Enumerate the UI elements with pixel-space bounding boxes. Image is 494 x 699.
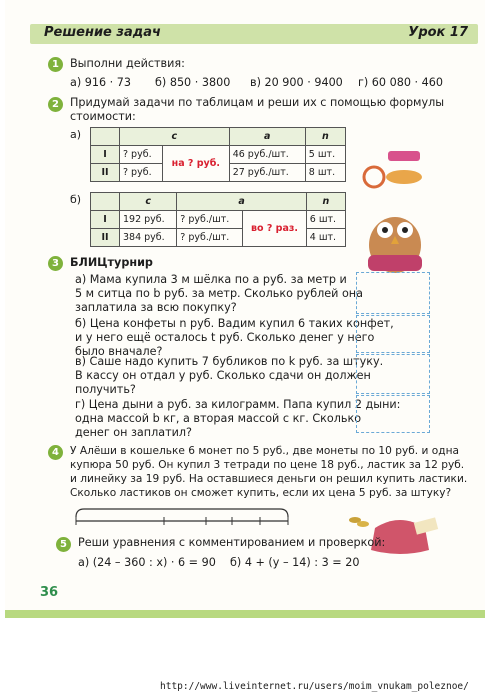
page-header — [30, 24, 478, 44]
table-b-row-1-c: 192 руб. — [120, 211, 177, 229]
task3-c-line1: в) Саше надо купить 7 бубликов по k руб. за штуку. — [75, 355, 384, 368]
table-a-row-1-label: I — [91, 146, 120, 164]
section-title: Решение задач — [44, 25, 161, 40]
table-a-row-2-c: ? руб. — [120, 164, 163, 182]
task3-b-line2: и у него ещё осталось t руб. Сколько денег у него — [75, 331, 375, 344]
purse-illustration — [345, 510, 445, 558]
task3-c-line2: В кассу он отдал y руб. Сколько сдачи он должен — [75, 369, 371, 382]
table-b-header-c: c — [120, 193, 177, 211]
table-b-row-2-a: ? руб./шт. — [177, 229, 243, 247]
table-a-row-2-a: 27 руб./шт. — [229, 164, 305, 182]
table-b-ratio-text: во ? раз. — [250, 223, 298, 234]
task-number-1: 1 — [48, 57, 63, 72]
bottom-band — [5, 610, 485, 618]
answer-box-b[interactable] — [356, 315, 430, 353]
table-a-row-1-n: 5 шт. — [305, 146, 345, 164]
task3-d-line2: одна массой b кг, а вторая массой c кг. Сколько — [75, 412, 362, 425]
lesson-title: Урок 17 — [408, 25, 468, 40]
task3-a-line2: 5 м ситца по b руб. за метр. Сколько рублей она — [75, 287, 363, 300]
task5-b: б) 4 + (y – 14) : 3 = 20 — [230, 556, 360, 569]
task5-title: Реши уравнения с комментированием и проверкой: — [78, 536, 386, 549]
task-number-2: 2 — [48, 97, 63, 112]
owl-illustration — [360, 200, 430, 275]
table-a-row-1-a: 46 руб./шт. — [229, 146, 305, 164]
task3-b-line1: б) Цена конфеты n руб. Вадим купил 6 таких конфет, — [75, 317, 394, 330]
table-a-header-n: n — [305, 128, 345, 146]
table-a — [90, 127, 346, 182]
task2-line2: стоимости: — [70, 110, 136, 123]
task4-line4: Сколько ластиков он сможет купить, если их цена 5 руб. за штуку? — [70, 487, 452, 499]
answer-box-a[interactable] — [356, 272, 430, 314]
segment-diagram — [74, 506, 292, 528]
table-a-header-a: a — [229, 128, 305, 146]
table-b — [90, 192, 346, 247]
table-a-header-c: c — [120, 128, 230, 146]
table-a-difference — [162, 146, 229, 182]
source-url[interactable]: http://www.liveinternet.ru/users/moim_vnukam_poleznoe/ — [160, 681, 469, 692]
table-a-row-2-n: 8 шт. — [305, 164, 345, 182]
table-b-header-n: n — [306, 193, 345, 211]
table-b-ratio — [243, 211, 307, 247]
table-b-label: б) — [70, 193, 82, 206]
page-number: 36 — [40, 585, 59, 600]
task1-d: г) 60 080 · 460 — [358, 76, 443, 89]
task5-a: а) (24 – 360 : x) · 6 = 90 — [78, 556, 216, 569]
answer-box-d[interactable] — [356, 395, 430, 433]
task1-a: а) 916 · 73 — [70, 76, 132, 89]
candy-illustration — [360, 145, 430, 195]
table-b-row-1-a: ? руб./шт. — [177, 211, 243, 229]
table-a-difference-text: на ? руб. — [171, 158, 220, 169]
table-b-header-a: a — [177, 193, 306, 211]
answer-box-c[interactable] — [356, 354, 430, 394]
task3-a-line1: а) Мама купила 3 м шёлка по a руб. за метр и — [75, 273, 347, 286]
task1-title: Выполни действия: — [70, 57, 185, 70]
table-a-row-2-label: II — [91, 164, 120, 182]
task3-d-line1: г) Цена дыни a руб. за килограмм. Папа купил 2 дыни: — [75, 398, 401, 411]
table-b-row-2-c: 384 руб. — [120, 229, 177, 247]
table-b-row-1-label: I — [91, 211, 120, 229]
task1-c: в) 20 900 · 9400 — [250, 76, 343, 89]
task3-c-line3: получить? — [75, 383, 136, 396]
task2-line1: Придумай задачи по таблицам и реши их с помощью формулы — [70, 96, 445, 109]
task3-b-line3: было вначале? — [75, 345, 163, 358]
table-a-label: а) — [70, 128, 82, 141]
table-b-row-2-n: 4 шт. — [306, 229, 345, 247]
task3-a-line3: заплатила за всю покупку? — [75, 301, 237, 314]
task-number-3: 3 — [48, 256, 63, 271]
task3-title: БЛИЦтурнир — [70, 256, 153, 269]
task-number-4: 4 — [48, 445, 63, 460]
task4-line1: У Алёши в кошельке 6 монет по 5 руб., две монеты по 10 руб. и одна — [70, 445, 460, 457]
task3-d-line3: денег он заплатил? — [75, 426, 192, 439]
table-b-row-2-label: II — [91, 229, 120, 247]
task-number-5: 5 — [56, 537, 71, 552]
task4-line2: купюра 50 руб. Он купил 3 тетради по цене 18 руб., ластик за 12 руб. — [70, 459, 465, 471]
table-a-row-1-c: ? руб. — [120, 146, 163, 164]
table-a-blank-header — [91, 128, 120, 146]
table-b-blank-header — [91, 193, 120, 211]
task1-b: б) 850 · 3800 — [155, 76, 231, 89]
table-b-row-1-n: 6 шт. — [306, 211, 345, 229]
task4-line3: и линейку за 19 руб. На оставшиеся деньги он решил купить ластики. — [70, 473, 468, 485]
